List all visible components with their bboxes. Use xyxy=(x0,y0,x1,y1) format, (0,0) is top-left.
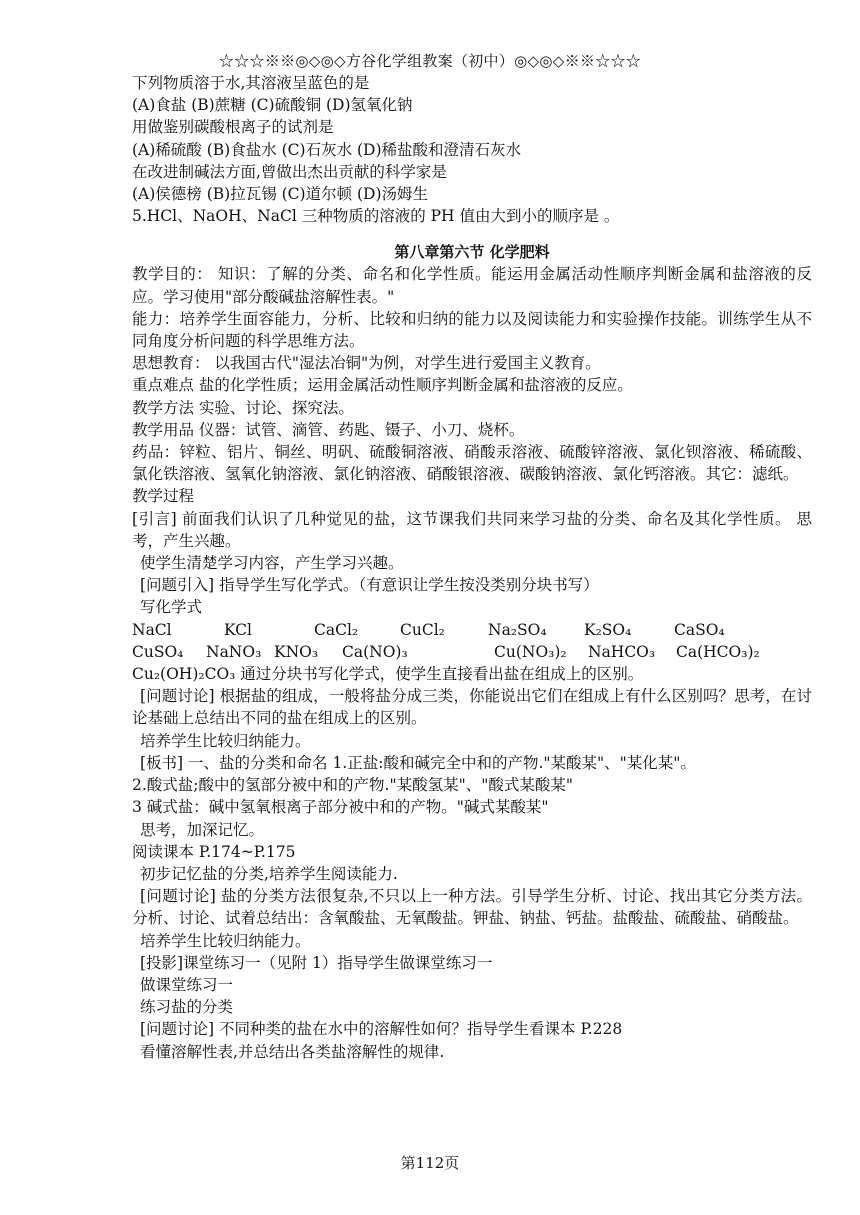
formula: Na₂SO₄ xyxy=(488,620,547,639)
formula: K₂SO₄ xyxy=(584,620,632,639)
formula: NaHCO₃ xyxy=(588,642,656,661)
indented-line: 做课堂练习一 xyxy=(140,975,234,994)
formula: CaCl₂ xyxy=(314,620,359,639)
indented-line: 使学生清楚学习内容，产生学习兴趣。 xyxy=(140,554,404,573)
question-options: (A)食盐 (B)蔗糖 (C)硫酸铜 (D)氢氧化钠 xyxy=(132,96,413,115)
board-line: 3 碱式盐：碱中氢氧根离子部分被中和的产物。"碱式某酸某" xyxy=(132,798,549,817)
question-text: 在改进制碱法方面,曾做出杰出贡献的科学家是 xyxy=(132,162,447,181)
indented-line: 培养学生比较归纳能力。 xyxy=(140,931,311,950)
question-options: (A)侯德榜 (B)拉瓦锡 (C)道尔顿 (D)汤姆生 xyxy=(132,185,429,204)
chemicals: 药品：锌粒、铝片、铜丝、明矾、硫酸铜溶液、硝酸汞溶液、硫酸锌溶液、氯化钡溶液、稀硫酸、氯化铁溶液、氢氧化钠溶液、氯化钠溶液、硝酸银溶液、碳酸钠溶液、氯化钙溶液。其它：滤纸。 xyxy=(132,443,812,484)
ideology-goal: 思想教育： 以我国古代"湿法冶铜"为例，对学生进行爱国主义教育。 xyxy=(132,354,601,373)
teaching-method: 教学方法 实验、讨论、探究法。 xyxy=(132,398,354,417)
indented-line: [问题引入] 指导学生写化学式。（有意识让学生按没类别分块书写） xyxy=(140,576,599,595)
indented-line: 练习盐的分类 xyxy=(140,998,234,1017)
indented-line: 初步记忆盐的分类,培养学生阅读能力. xyxy=(140,864,398,883)
question-options: (A)稀硫酸 (B)食盐水 (C)石灰水 (D)稀盐酸和澄清石灰水 xyxy=(132,140,522,159)
board-line: 2.酸式盐;酸中的氢部分被中和的产物."某酸氢某"、"酸式某酸某" xyxy=(132,776,573,795)
page-content xyxy=(132,72,812,1063)
process-heading: 教学过程 xyxy=(132,487,195,506)
teaching-goal: 教学目的： 知识：了解的分类、命名和化学性质。能运用金属活动性顺序判断金属和盐溶液的反应。学习使用"部分酸碱盐溶解性表。" xyxy=(132,265,812,306)
formula: NaNO₃ xyxy=(206,642,262,661)
page-header: ☆☆☆※※◎◇◎◇方谷化学组教案（初中）◎◇◎◇※※☆☆☆ xyxy=(218,52,642,70)
formula: CuSO₄ xyxy=(132,642,184,661)
key-difficulty: 重点难点 盐的化学性质；运用金属活动性顺序判断金属和盐溶液的反应。 xyxy=(132,376,633,395)
formula: CaSO₄ xyxy=(674,620,725,639)
reading-assignment: 阅读课本 P.174~P.175 xyxy=(132,842,296,861)
formula-row-1 xyxy=(132,619,812,641)
formula: KCl xyxy=(224,620,252,639)
formula: KNO₃ xyxy=(274,642,319,661)
formula-row-2 xyxy=(132,641,812,663)
page-number: 第112页 xyxy=(400,1154,460,1172)
indented-line: 写化学式 xyxy=(140,598,203,617)
formula: CuCl₂ xyxy=(400,620,445,639)
indented-line: [投影]课堂练习一（见附 1）指导学生做课堂练习一 xyxy=(140,953,493,972)
question-text: 用做鉴别碳酸根离子的试剂是 xyxy=(132,118,334,137)
discussion-2: [问题讨论] 盐的分类方法很复杂,不只以上一种方法。引导学生分析、讨论、找出其它分类方法。 分析、讨论、试着总结出：含氧酸盐、无氧酸盐。钾盐、钠盐、钙盐。盐酸盐、硫酸盐、硝酸盐。 xyxy=(132,887,812,928)
ability-goal: 能力：培养学生面容能力，分析、比较和归纳的能力以及阅读能力和实验操作技能。训练学生从不同角度分析问题的科学思维方法。 xyxy=(132,309,812,351)
discussion-1: [问题讨论] 根据盐的组成，一般将盐分成三类，你能说出它们在组成上有什么区别吗？思考，在讨论基础上总结出不同的盐在组成上的区别。 xyxy=(132,687,812,728)
indented-line: [问题讨论] 不同种类的盐在水中的溶解性如何？指导学生看课本 P.228 xyxy=(140,1020,623,1039)
indented-line: 培养学生比较归纳能力。 xyxy=(140,731,311,750)
indented-line: 看懂溶解性表,并总结出各类盐溶解性的规律. xyxy=(140,1042,445,1061)
formula: NaCl xyxy=(132,620,172,639)
indented-line: 思考，加深记忆。 xyxy=(140,820,265,839)
board-heading: [板书] 一、盐的分类和命名 1.正盐:酸和碱完全中和的产物."某酸某"、"某化某"。 xyxy=(140,753,696,772)
introduction: [引言] 前面我们认识了几种觉见的盐，这节课我们共同来学习盐的分类、命名及其化学性质。 思考，产生兴趣。 xyxy=(132,509,812,550)
formula: Ca(NO)₃ xyxy=(342,642,408,661)
section-title: 第八章第六节 化学肥料 xyxy=(394,243,550,262)
teaching-supplies: 教学用品 仪器：试管、滴管、药匙、镊子、小刀、烧杯。 xyxy=(132,420,525,439)
question-text: 下列物质溶于水,其溶液呈蓝色的是 xyxy=(132,74,370,92)
formula: Cu(NO₃)₂ xyxy=(494,642,567,661)
formula: Ca(HCO₃)₂ xyxy=(676,642,760,661)
formula-row-3: Cu₂(OH)₂CO₃ 通过分块书写化学式，使学生直接看出盐在组成上的区别。 xyxy=(132,665,644,684)
question-text: 5.HCl、NaOH、NaCl 三种物质的溶液的 PH 值由大到小的顺序是 。 xyxy=(132,207,620,226)
